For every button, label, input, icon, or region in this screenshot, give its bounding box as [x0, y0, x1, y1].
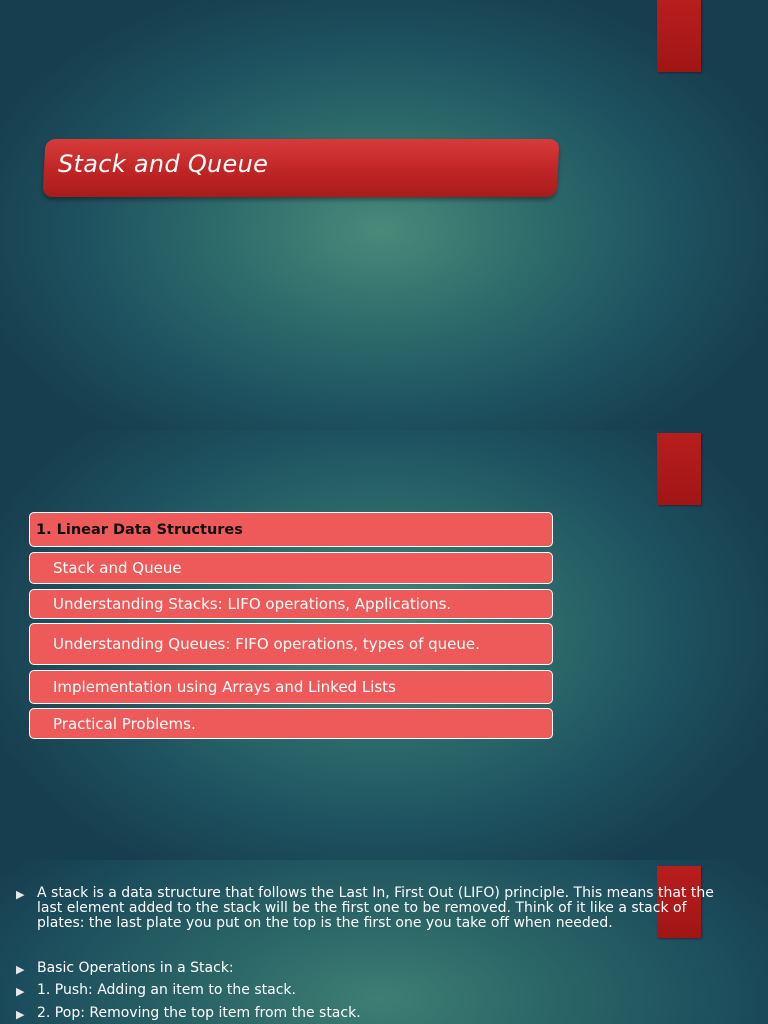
triangle-right-icon: ▶	[16, 963, 25, 976]
outline-item: Understanding Stacks: LIFO operations, Applications.	[29, 589, 553, 619]
bullet-item	[16, 961, 736, 976]
bullet-item	[16, 1006, 736, 1021]
bullet-text: 1. Push: Adding an item to the stack.	[37, 982, 296, 998]
outline-item: Understanding Queues: FIFO operations, types of queue.	[29, 623, 553, 665]
slide-accent-tab	[657, 0, 701, 72]
outline-item: Practical Problems.	[29, 708, 553, 739]
outline-item-heading: 1. Linear Data Structures	[29, 512, 553, 547]
bullet-item	[16, 886, 736, 931]
slide-title-text: Stack and Queue	[58, 150, 269, 178]
bullet-text: 2. Pop: Removing the top item from the stack.	[37, 1005, 361, 1021]
triangle-right-icon: ▶	[16, 888, 25, 901]
slide-accent-tab	[657, 433, 701, 505]
triangle-right-icon: ▶	[16, 1008, 25, 1021]
triangle-right-icon: ▶	[16, 985, 25, 998]
outline-item: Implementation using Arrays and Linked Lists	[29, 670, 553, 704]
slide-title	[0, 0, 768, 430]
outline-item: Stack and Queue	[29, 552, 553, 584]
bullet-text: Basic Operations in a Stack:	[37, 960, 234, 976]
bullet-text: A stack is a data structure that follows the Last In, First Out (LIFO) principle. This means that the last element added to the stack will be the first one to be removed. Think of it like a stack of plates: the last plate you put on the top is the first one you take off when needed.	[37, 885, 714, 931]
bullet-item	[16, 983, 736, 998]
